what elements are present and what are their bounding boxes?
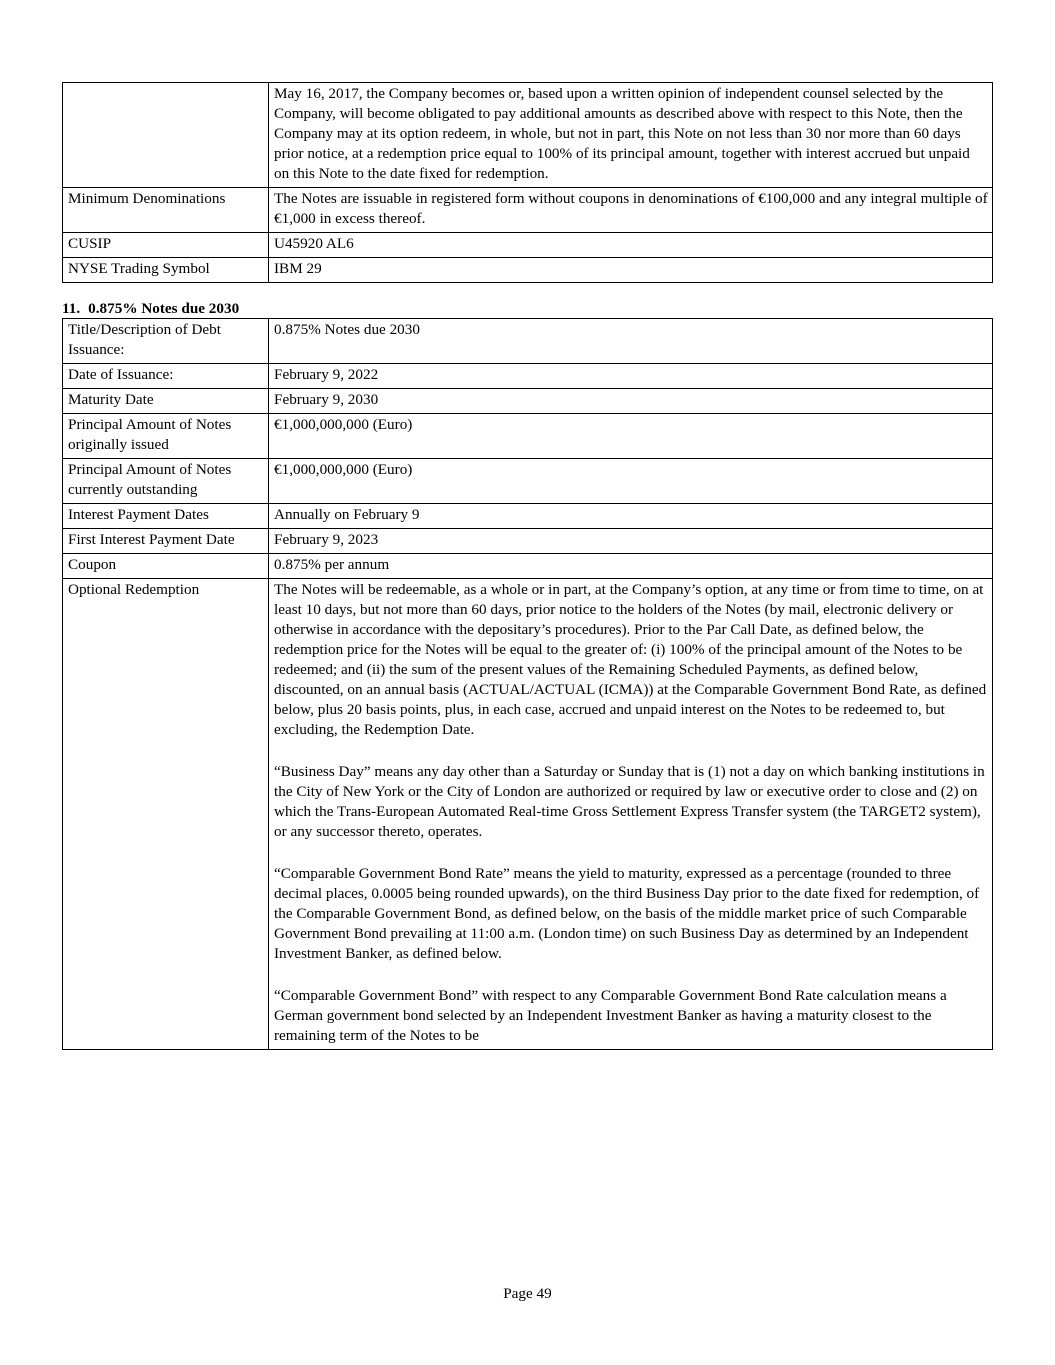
row-label: Minimum Denominations <box>63 188 269 233</box>
row-label: Date of Issuance: <box>63 364 269 389</box>
table-row <box>63 389 993 414</box>
table-row <box>63 83 993 188</box>
table-row <box>63 414 993 459</box>
row-label: Interest Payment Dates <box>63 504 269 529</box>
table-row <box>63 188 993 233</box>
row-label <box>63 83 269 188</box>
row-value: €1,000,000,000 (Euro) <box>269 414 993 459</box>
section-heading <box>62 299 239 319</box>
row-label: Principal Amount of Notes currently outstanding <box>63 459 269 504</box>
row-value: €1,000,000,000 (Euro) <box>269 459 993 504</box>
table-row <box>63 459 993 504</box>
table-row <box>63 529 993 554</box>
row-value: U45920 AL6 <box>269 233 993 258</box>
row-label: First Interest Payment Date <box>63 529 269 554</box>
row-value: February 9, 2030 <box>269 389 993 414</box>
notes-2030-table <box>62 318 993 1050</box>
row-value <box>269 579 993 1050</box>
section-number: 11. <box>62 300 81 317</box>
table-row <box>63 554 993 579</box>
table-row <box>63 364 993 389</box>
page-number: Page 49 <box>503 1285 552 1302</box>
row-value: February 9, 2023 <box>269 529 993 554</box>
table-row-optional-redemption <box>63 579 993 1050</box>
row-value: 0.875% Notes due 2030 <box>269 319 993 364</box>
continued-notes-table <box>62 82 993 283</box>
business-day-definition: “Business Day” means any day other than a Saturday or Sunday that is (1) not a day on which banking institutions in the City of New York or the City of London are authorized or required by law or executive order to close and (2) on which the Trans-European Automated Real-time Gross Settlement Express Transfer system (the TARGET2 system), or any successor thereto, operates. <box>274 763 985 840</box>
section-title: 0.875% Notes due 2030 <box>88 300 240 317</box>
comparable-bond-definition: “Comparable Government Bond” with respect to any Comparable Government Bond Rate calculation means a German government bond selected by an Independent Investment Banker as having a maturity closest to the remaining term of the Notes to be <box>274 987 947 1044</box>
row-label: Maturity Date <box>63 389 269 414</box>
table-row <box>63 233 993 258</box>
row-label: Coupon <box>63 554 269 579</box>
table-row <box>63 258 993 283</box>
row-label: Principal Amount of Notes originally issued <box>63 414 269 459</box>
table-row <box>63 504 993 529</box>
row-value: The Notes are issuable in registered form without coupons in denominations of €100,000 and any integral multiple of €1,000 in excess thereof. <box>269 188 993 233</box>
row-value: May 16, 2017, the Company becomes or, based upon a written opinion of independent counsel selected by the Company, will become obligated to pay additional amounts as described above with respect to this Note, then the Company may at its option redeem, in whole, but not in part, this Note on not less than 30 nor more than 60 days prior notice, at a redemption price equal to 100% of its principal amount, together with interest accrued but unpaid on this Note to the date fixed for redemption. <box>269 83 993 188</box>
row-label: CUSIP <box>63 233 269 258</box>
row-label: Optional Redemption <box>63 579 269 1050</box>
row-value: Annually on February 9 <box>269 504 993 529</box>
row-value: IBM 29 <box>269 258 993 283</box>
comparable-rate-definition: “Comparable Government Bond Rate” means the yield to maturity, expressed as a percentage (rounded to three decimal places, 0.0005 being rounded upwards), on the third Business Day prior to the date fixed for redemption, of the Comparable Government Bond, as defined below, on the basis of the middle market price of such Comparable Government Bond prevailing at 11:00 a.m. (London time) on such Business Day as determined by an Independent Investment Banker, as defined below. <box>274 865 980 962</box>
row-value: 0.875% per annum <box>269 554 993 579</box>
redemption-paragraph: The Notes will be redeemable, as a whole or in part, at the Company’s option, at any time or from time to time, on at least 10 days, but not more than 60 days, prior notice to the holders of the Notes (by mail, electronic delivery or otherwise in accordance with the depositary’s procedures). Prior to the Par Call Date, as defined below, the redemption price for the Notes will be equal to the greater of: (i) 100% of the principal amount of the Notes to be redeemed; and (ii) the sum of the present values of the Remaining Scheduled Payments, as defined below, discounted, on an annual basis (ACTUAL/ACTUAL (ICMA)) at the Comparable Government Bond Rate, as defined below, plus 20 basis points, plus, in each case, accrued and unpaid interest on the Notes to be redeemed to, but excluding, the Redemption Date. <box>274 581 987 738</box>
table-row <box>63 319 993 364</box>
row-label: Title/Description of Debt Issuance: <box>63 319 269 364</box>
row-value: February 9, 2022 <box>269 364 993 389</box>
row-label: NYSE Trading Symbol <box>63 258 269 283</box>
